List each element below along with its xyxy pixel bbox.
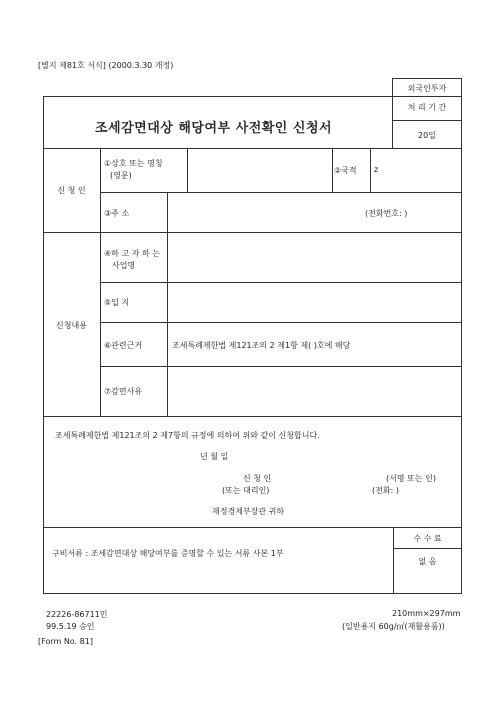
form-number: [Form No. 81] xyxy=(38,637,93,646)
agent-phone-label: (전화: ) xyxy=(372,486,399,495)
agent-label: (또는 대리인) xyxy=(222,486,270,495)
nationality-label: ②국적 xyxy=(334,166,357,175)
declaration-date: 년 월 일 xyxy=(200,452,229,461)
legal-basis-label: ⑥관련근거 xyxy=(104,341,143,350)
declaration-applicant-label: 신 청 인 xyxy=(243,474,272,483)
business-name-label: ④하 고 자 하 는 xyxy=(104,249,160,258)
approval-date: 99.5.19 승인 xyxy=(46,622,95,631)
name-label: ①상호 또는 명칭 xyxy=(104,159,163,168)
declaration-statement: 조세특례제한법 제121조의 2 제7항의 규정에 의하여 위와 같이 신청합니다. xyxy=(55,431,320,440)
application-section-label: 신청내용 xyxy=(56,321,87,330)
fee-label: 수 수 료 xyxy=(413,534,442,543)
paper-spec: (일반용지 60g/㎡(재활용품)) xyxy=(342,622,445,631)
legal-basis-value: 조세특례제한법 제121조의 2 제1항 제( )호에 해당 xyxy=(172,341,351,350)
processing-period-value: 20일 xyxy=(418,131,436,140)
processing-period-label: 처 리 기 간 xyxy=(407,103,447,112)
form-title: 조세감면대상 해당여부 사전확인 신청서 xyxy=(95,121,333,136)
recipient: 재정경제부장관 귀하 xyxy=(212,507,285,516)
paper-size: 210mm×297mm xyxy=(392,609,461,618)
address-label: ③주 소 xyxy=(104,209,130,218)
nationality-value: z xyxy=(374,165,379,174)
applicant-section-label: 신 청 인 xyxy=(57,186,86,195)
form-code: 22226-86711민 xyxy=(46,610,108,619)
fee-value: 없 음 xyxy=(418,557,437,566)
foreign-investment-label: 외국인투자 xyxy=(407,84,447,93)
business-name-label-2: 사업명 xyxy=(112,261,136,270)
address-phone-label: (전화번호: ) xyxy=(365,209,408,218)
form-header-note: [별지 제81호 서식] (2000.3.30 개정) xyxy=(38,61,174,70)
reduction-reason-label: ⑦감면사유 xyxy=(104,387,143,396)
required-documents: 구비서류 : 조세감면대상 해당여부를 증명할 수 있는 서류 사본 1부 xyxy=(52,549,284,558)
location-label: ⑤입 지 xyxy=(104,298,130,307)
signature-label: (서명 또는 인) xyxy=(386,474,436,483)
name-english-label: (영문) xyxy=(110,171,132,180)
